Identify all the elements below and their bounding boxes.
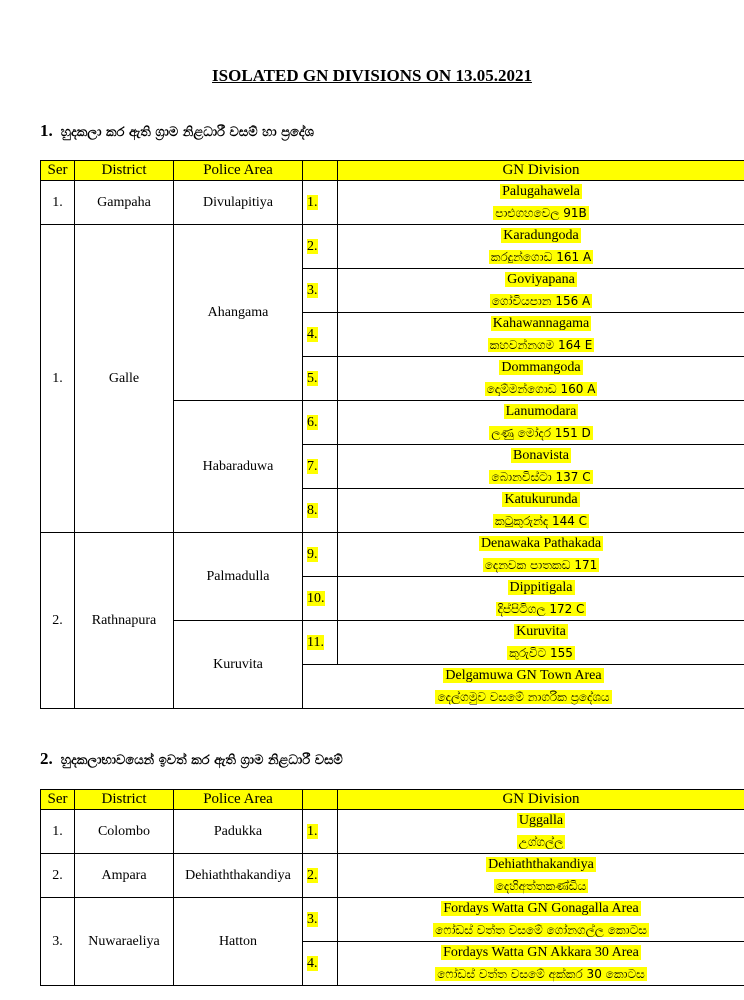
district-cell: Ampara — [75, 854, 174, 898]
gn-index-cell: 10. — [303, 577, 338, 621]
police-area-cell: Palmadulla — [174, 533, 303, 621]
gn-index-cell: 4. — [303, 942, 338, 986]
col-police-area: Police Area — [174, 790, 303, 810]
ser-cell: 2. — [41, 854, 75, 898]
table-row — [41, 225, 744, 269]
police-area-cell: Ahangama — [174, 225, 303, 401]
gn-index-cell: 1. — [303, 181, 338, 225]
gn-division-cell: Kuruvita කුරුවිට 155 — [338, 621, 744, 665]
ser-cell: 1. — [41, 181, 75, 225]
gn-division-cell: Fordays Watta GN Gonagalla Area ෆෝඩස් වත්ත වසමේ ගෝනගල්ල කොටස — [338, 898, 744, 942]
gn-division-cell: Dommangoda දොම්මන්ගොඩ 160 A — [338, 357, 744, 401]
police-area-cell: Divulapitiya — [174, 181, 303, 225]
col-police-area: Police Area — [174, 161, 303, 181]
ser-cell: 1. — [41, 810, 75, 854]
section-2-number: 2. — [40, 749, 53, 768]
gn-index-cell: 4. — [303, 313, 338, 357]
gn-index-cell: 2. — [303, 225, 338, 269]
col-ser: Ser — [41, 161, 75, 181]
col-gn-division: GN Division — [338, 790, 744, 810]
gn-division-cell: Dippitigala දිප්පිටිගල 172 C — [338, 577, 744, 621]
gn-index-cell: 8. — [303, 489, 338, 533]
police-area-cell: Hatton — [174, 898, 303, 986]
col-district: District — [75, 790, 174, 810]
ser-cell: 2. — [41, 533, 75, 709]
table-header-row — [41, 790, 744, 810]
section-1-number: 1. — [40, 121, 53, 140]
police-area-cell: Dehiaththakandiya — [174, 854, 303, 898]
table-row — [41, 898, 744, 942]
district-cell: Nuwaraeliya — [75, 898, 174, 986]
police-area-cell: Padukka — [174, 810, 303, 854]
col-index — [303, 790, 338, 810]
gn-index-cell: 6. — [303, 401, 338, 445]
gn-index-cell: 9. — [303, 533, 338, 577]
ser-cell: 3. — [41, 898, 75, 986]
gn-division-cell: Kahawannagama කහවන්නගම 164 E — [338, 313, 744, 357]
gn-division-cell: Uggalla උග්ගල්ල — [338, 810, 744, 854]
gn-index-cell: 3. — [303, 898, 338, 942]
document-title: ISOLATED GN DIVISIONS ON 13.05.2021 — [212, 66, 532, 85]
gn-index-cell: 5. — [303, 357, 338, 401]
section-1-heading — [40, 121, 314, 141]
isolated-gn-table — [40, 160, 744, 709]
table-row — [41, 854, 744, 898]
gn-division-cell: Karadungoda කරදුන්ගොඩ 161 A — [338, 225, 744, 269]
gn-division-cell: Lanumodara ලණු මෝදර 151 D — [338, 401, 744, 445]
gn-index-cell: 2. — [303, 854, 338, 898]
gn-division-cell: Delgamuwa GN Town Area දෙල්ගමුව වසමේ නාගරික ප්‍රදේශය — [303, 665, 744, 709]
district-cell: Galle — [75, 225, 174, 533]
section-2-heading — [40, 749, 343, 769]
section-2-heading-text: හුදකලාභාවයෙන් ඉවත් කර ඇති ග්‍රාම නිළධාරී වසම් — [60, 753, 343, 768]
gn-division-cell: Denawaka Pathakada දෙනවක පාතකඩ 171 — [338, 533, 744, 577]
police-area-cell: Habaraduwa — [174, 401, 303, 533]
col-index — [303, 161, 338, 181]
gn-division-cell: Dehiaththakandiya දෙහිඅත්තකණ්ඩිය — [338, 854, 744, 898]
table-row — [41, 533, 744, 577]
gn-division-cell: Fordays Watta GN Akkara 30 Area ෆෝඩස් වත්ත වසමේ අක්කර 30 කොටස — [338, 942, 744, 986]
district-cell: Rathnapura — [75, 533, 174, 709]
ser-cell: 1. — [41, 225, 75, 533]
gn-index-cell: 3. — [303, 269, 338, 313]
district-cell: Colombo — [75, 810, 174, 854]
gn-division-cell: Palugahawela පාළුගහවෙල 91B — [338, 181, 744, 225]
district-cell: Gampaha — [75, 181, 174, 225]
table-header-row — [41, 161, 744, 181]
released-gn-table — [40, 789, 744, 986]
gn-division-cell: Goviyapana ගෝවියපාන 156 A — [338, 269, 744, 313]
col-district: District — [75, 161, 174, 181]
gn-index-cell: 11. — [303, 621, 338, 665]
gn-division-cell: Bonavista බොනවිස්ටා 137 C — [338, 445, 744, 489]
col-gn-division: GN Division — [338, 161, 744, 181]
col-ser: Ser — [41, 790, 75, 810]
gn-division-cell: Katukurunda කටුකුරුන්ද 144 C — [338, 489, 744, 533]
section-1-heading-text: හුදකලා කර ඇති ග්‍රාම නිළධාරී වසම් හා ප්‍රදේශ — [60, 125, 314, 140]
table-row — [41, 810, 744, 854]
police-area-cell: Kuruvita — [174, 621, 303, 709]
gn-index-cell: 1. — [303, 810, 338, 854]
gn-index-cell: 7. — [303, 445, 338, 489]
table-row — [41, 181, 744, 225]
